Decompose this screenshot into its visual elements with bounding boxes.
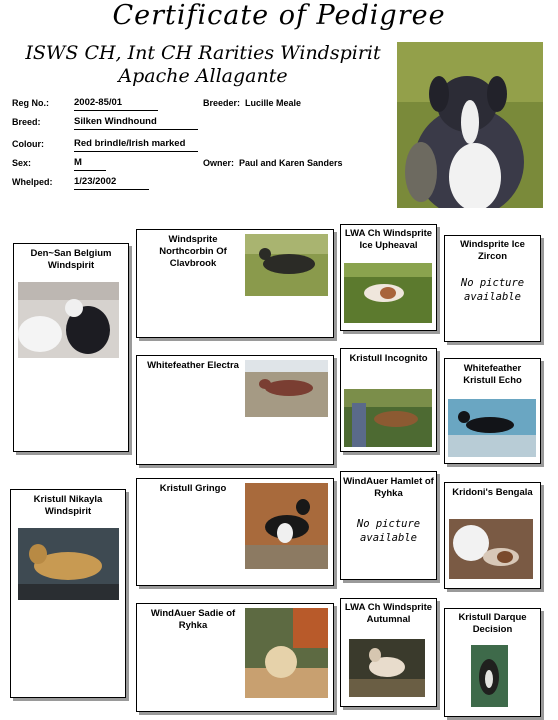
pedigree-card-dam	[10, 489, 126, 698]
pedigree-name-ggp-3: WindAuer Hamlet of Ryhka	[343, 476, 434, 499]
pedigree-card-gggp-3	[444, 482, 541, 589]
pedigree-name-ggp-4: LWA Ch Windsprite Autumnal	[344, 602, 433, 625]
pedigree-card-ggp-1	[340, 224, 437, 331]
whelped-value: 1/23/2002	[74, 176, 149, 190]
reg-no-label: Reg No.:	[12, 98, 49, 108]
photo-gggp-2	[448, 399, 536, 457]
pedigree-name-dam: Kristull Nikayla Windspirit	[33, 494, 103, 517]
colour-value: Red brindle/Irish marked	[74, 138, 198, 152]
main-dog-photo	[397, 42, 543, 208]
pedigree-card-dam-sire	[136, 478, 334, 586]
pedigree-name-ggp-2: Kristull Incognito	[349, 353, 428, 364]
photo-ggp-4	[349, 639, 425, 697]
photo-ggp-1	[344, 263, 432, 323]
pedigree-name-ggp-1: LWA Ch Windsprite Ice Upheaval	[344, 228, 433, 251]
breeder-label: Breeder: Lucille Meale	[203, 98, 302, 108]
pedigree-card-gggp-2	[444, 358, 541, 464]
pedigree-card-ggp-4	[340, 598, 437, 707]
breed-label: Breed:	[12, 117, 41, 127]
certificate-title: Certificate of Pedigree	[112, 0, 446, 31]
pedigree-name-gggp-3: Kridoni's Bengala	[452, 487, 533, 498]
reg-no-value: 2002-85/01	[74, 97, 158, 111]
pedigree-name-sire: Den~San Belgium Windspirit	[30, 248, 112, 271]
pedigree-name-sire-sire: Windsprite Northcorbin Of Clavbrook	[159, 234, 227, 269]
photo-dam-sire	[245, 483, 328, 569]
sex-label: Sex:	[12, 158, 32, 168]
photo-sire-sire	[245, 234, 328, 296]
breeder-value: Lucille Meale	[245, 98, 302, 108]
pedigree-card-gggp-1	[444, 235, 541, 342]
pedigree-card-ggp-2	[340, 348, 437, 452]
pedigree-name-sire-dam: Whitefeather Electra	[147, 360, 239, 371]
pedigree-card-ggp-3	[340, 471, 437, 580]
no-picture-ggp-3: No picture available	[356, 518, 421, 544]
dog-name-line-2: Apache Allagante	[118, 65, 288, 87]
photo-sire-dam	[245, 360, 328, 417]
photo-gggp-4	[471, 645, 508, 707]
photo-dam	[18, 528, 119, 600]
photo-ggp-2	[344, 389, 432, 447]
pedigree-card-sire	[13, 243, 129, 452]
photo-dam-dam	[245, 608, 328, 698]
pedigree-card-sire-sire	[136, 229, 334, 338]
dog-name-line-1: ISWS CH, Int CH Rarities Windspirit	[25, 42, 381, 64]
dog-name	[8, 42, 398, 88]
photo-gggp-3	[449, 519, 533, 579]
owner-value: Paul and Karen Sanders	[239, 158, 343, 168]
pedigree-name-dam-dam: WindAuer Sadie of Ryhka	[150, 608, 236, 631]
no-picture-gggp-1: No picture available	[460, 277, 525, 303]
photo-sire	[18, 282, 119, 358]
pedigree-name-dam-sire: Kristull Gringo	[159, 483, 227, 494]
breed-value: Silken Windhound	[74, 116, 198, 130]
colour-label: Colour:	[12, 139, 44, 149]
sex-value: M	[74, 157, 106, 171]
whelped-label: Whelped:	[12, 177, 53, 187]
pedigree-name-gggp-1: Windsprite Ice Zircon	[460, 239, 525, 262]
pedigree-name-gggp-4: Kristull Darque Decision	[458, 612, 527, 635]
pedigree-card-gggp-4	[444, 608, 541, 717]
pedigree-card-dam-dam	[136, 603, 334, 712]
owner-label: Owner: Paul and Karen Sanders	[203, 158, 343, 168]
pedigree-card-sire-dam	[136, 355, 334, 465]
pedigree-name-gggp-2: Whitefeather Kristull Echo	[463, 363, 522, 386]
